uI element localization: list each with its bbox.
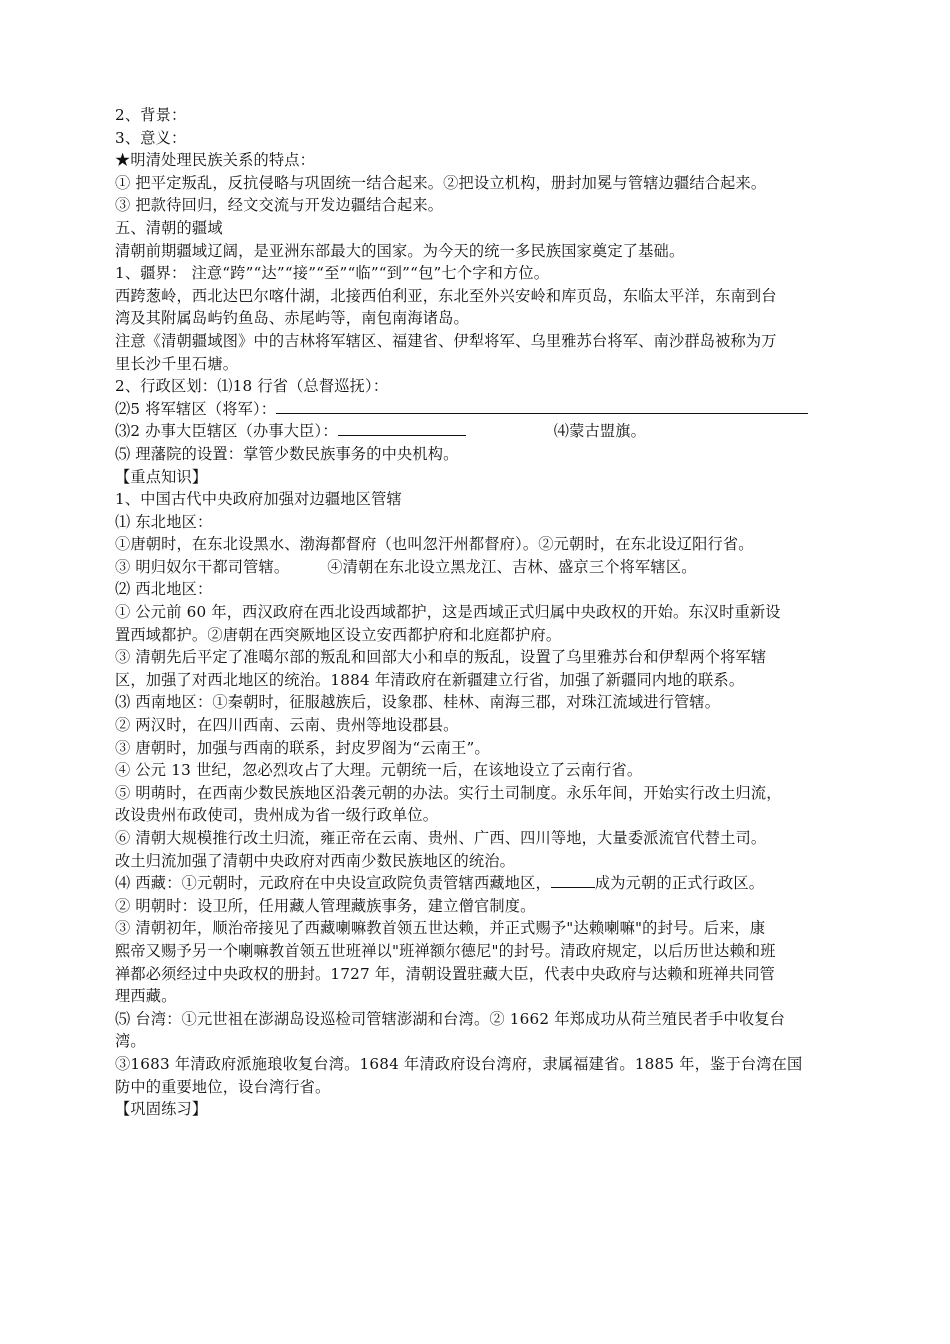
text-line: 清朝前期疆域辽阔，是亚洲东部最大的国家。为今天的统一多民族国家奠定了基础。: [115, 241, 685, 260]
text-line: 里长沙千里石塘。: [115, 354, 239, 373]
text-line: ★明清处理民族关系的特点：: [115, 151, 316, 170]
text-line: ⑤ 明萌时，在西南少数民族地区沿袭元朝的办法。实行土司制度。永乐年间，开始实行改土归流，: [115, 783, 782, 802]
text-line: ⑸ 台湾：①元世祖在澎湖岛设巡检司管辖澎湖和台湾。② 1662 年郑成功从荷兰殖民者手中收复台: [115, 1009, 786, 1028]
text-line: 熙帝又赐予另一个喇嘛教首领五世班禅以"班禅额尔德尼"的封号。清政府规定，以后历世达赖和班: [115, 941, 776, 960]
text-line: 改设贵州布政使司，贵州成为省一级行政单位。: [115, 806, 439, 825]
fill-in-blank: [551, 872, 595, 888]
text-line: 2、背景：: [115, 106, 187, 124]
text-line: 西跨葱岭，西北达巴尔喀什湖，北接西伯利亚，东北至外兴安岭和库页岛，东临太平洋，东南到台: [115, 286, 777, 305]
text-line: 防中的重要地位，设台湾行省。: [115, 1077, 331, 1096]
line-part: ⑷ 西藏：①元朝时，元政府在中央设宣政院负责管辖西藏地区，: [115, 874, 551, 893]
fill-in-blank: [276, 398, 808, 414]
text-line: 置西域都护。②唐朝在西突厥地区设立安西都护府和北庭都护府。: [115, 625, 562, 644]
line-part: ③ 明归奴尔干都司管辖。: [115, 557, 290, 576]
line-part: 成为元朝的正式行政区。: [594, 874, 765, 893]
text-line: ⑵ 西北地区：: [115, 580, 213, 599]
text-line: [115, 398, 843, 421]
text-line: [115, 556, 843, 579]
text-line: ⑴ 东北地区：: [115, 512, 213, 531]
text-line: [115, 872, 843, 895]
text-line: [115, 420, 843, 443]
text-line: ③ 把款待回归，经文交流与开发边疆结合起来。: [115, 196, 444, 215]
text-line: 3、意义：: [115, 128, 187, 147]
text-line: ② 两汉时，在四川西南、云南、贵州等地设郡县。: [115, 716, 459, 735]
text-line: ⑸ 理藩院的设置：掌管少数民族事务的中央机构。: [115, 444, 459, 463]
text-line: ③ 清朝初年，顺治帝接见了西藏喇嘛教首领五世达赖，并正式赐予"达赖喇嘛"的封号。后来，康: [115, 919, 766, 938]
text-line: 1、中国古代中央政府加强对边疆地区管辖: [115, 490, 402, 509]
text-line: ③ 唐朝时，加强与西南的联系，封皮罗阁为“云南王”。: [115, 738, 490, 757]
text-line: 改土归流加强了清朝中央政府对西南少数民族地区的统治。: [115, 851, 516, 870]
text-line: ④ 公元 13 世纪，忽必烈攻占了大理。元朝统一后，在该地设立了云南行省。: [115, 761, 643, 780]
text-line: ⑶ 西南地区：①秦朝时，征服越族后，设象郡、桂林、南海三郡，对珠江流域进行管辖。: [115, 693, 721, 712]
text-line: ① 公元前 60 年，西汉政府在西北设西域都护，这是西域正式归属中央政权的开始。东汉时重新设: [115, 603, 781, 622]
text-line: ① 把平定叛乱，反抗侵略与巩固统一结合起来。②把设立机构，册封加冕与管辖边疆结合起来。: [115, 173, 767, 192]
line-part: ④清朝在东北设立黑龙江、吉林、盛京三个将军辖区。: [327, 557, 697, 576]
text-line: 湾。: [115, 1032, 146, 1051]
text-line: 1、疆界： 注意“跨”“达”“接”“至”“临”“到”“包”七个字和方位。: [115, 264, 550, 283]
section-heading: 五、清朝的疆域: [115, 218, 223, 237]
section-heading: 【巩固练习】: [115, 1100, 208, 1119]
line-label: ⑵5 将军辖区（将军）：: [115, 399, 277, 418]
document-page: [115, 104, 843, 1121]
text-line: 湾及其附属岛屿钓鱼岛、赤尾屿等，南包南海诸岛。: [115, 309, 469, 328]
text-line: ② 明朝时：设卫所，任用藏人管理藏族事务，建立僧官制度。: [115, 896, 536, 915]
text-line: ③ 清朝先后平定了准噶尔部的叛乱和回部大小和卓的叛乱，设置了乌里雅苏台和伊犁两个将军辖: [115, 648, 767, 667]
text-line: 理西藏。: [115, 987, 177, 1006]
text-line: 区，加强了对西北地区的统治。1884 年清政府在新疆建立行省，加强了新疆同内地的联系。: [115, 670, 745, 689]
text-line: ⑥ 清朝大规模推行改土归流，雍正帝在云南、贵州、广西、四川等地，大量委派流官代替土司。: [115, 829, 767, 847]
line-label: ⑶2 办事大臣辖区（办事大臣）：: [115, 422, 338, 441]
text-line: 注意《清朝疆域图》中的吉林将军辖区、福建省、伊犁将军、乌里雅苏台将军、南沙群岛被称为万: [115, 331, 777, 350]
section-heading: 【重点知识】: [115, 467, 208, 486]
line-label: ⑷蒙古盟旗。: [553, 422, 647, 441]
text-line: ③1683 年清政府派施琅收复台湾。1684 年清政府设台湾府，隶属福建省。1885 年，鉴于台湾在国: [115, 1054, 803, 1073]
text-line: 禅都必须经过中央政权的册封。1727 年，清朝设置驻藏大臣，代表中央政府与达赖和班禅共同管: [115, 964, 775, 983]
fill-in-blank: [338, 420, 466, 436]
text-line: ①唐朝时，在东北设黑水、渤海都督府（也叫忽汗州都督府）。②元朝时，在东北设辽阳行省。: [115, 535, 754, 554]
text-line: 2、行政区划：⑴18 行省（总督巡抚）：: [115, 377, 389, 396]
